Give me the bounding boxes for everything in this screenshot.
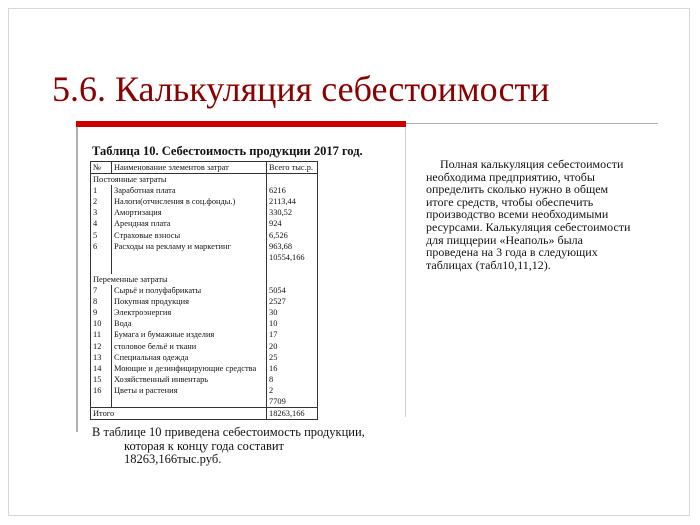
row-value: 5054	[267, 285, 318, 296]
empty-cell	[91, 396, 112, 408]
table-row	[91, 285, 318, 296]
total-label: Итого	[91, 408, 267, 420]
total-row	[91, 408, 318, 420]
table-row	[91, 185, 318, 196]
paragraph-line: ресурсами. Калькуляция себестоимости	[426, 219, 631, 234]
row-value: 8	[267, 374, 318, 385]
row-name: Электроэнергия	[112, 307, 267, 318]
row-num: 2	[93, 197, 98, 207]
row-num: 15	[93, 374, 102, 384]
row-name: Налоги(отчисления в соц.фонды.)	[112, 196, 267, 207]
cost-table-block	[90, 144, 390, 420]
row-num: 10	[93, 319, 102, 329]
paragraph-line: Полная калькуляция себестоимости	[440, 157, 624, 171]
row-num: 9	[93, 308, 98, 318]
paragraph-line: для пиццерии «Неаполь» была	[426, 232, 583, 247]
paragraph-line: итоге средств, чтобы обеспечить	[426, 194, 594, 209]
row-value: 924	[267, 218, 318, 229]
row-value: 2	[267, 385, 318, 396]
row-num: 16	[93, 385, 102, 395]
subtotal-value: 10554,166	[267, 252, 318, 263]
row-num: 7	[93, 286, 98, 296]
slide-title: 5.6. Калькуляция себестоимости	[52, 69, 550, 109]
row-num: 1	[93, 186, 98, 196]
header-value: Всего тыс.р.	[267, 162, 318, 174]
empty-cell	[267, 274, 318, 285]
row-value: 20	[267, 341, 318, 352]
subtotal-row-variable	[91, 396, 318, 408]
paragraph-line: таблицах (табл10,11,12).	[426, 257, 551, 272]
row-num: 12	[93, 341, 102, 351]
section-row-variable	[91, 274, 318, 285]
row-value: 2527	[267, 296, 318, 307]
left-vertical-rule	[76, 127, 78, 432]
row-value: 16	[267, 363, 318, 374]
row-num: 4	[93, 219, 98, 229]
table-row	[91, 218, 318, 229]
row-name: Расходы на рекламу и маркетинг	[112, 241, 267, 252]
row-name: Арендная плата	[112, 218, 267, 229]
table-row	[91, 318, 318, 329]
empty-cell	[267, 174, 318, 186]
row-num: 5	[93, 230, 98, 240]
table-row	[91, 196, 318, 207]
row-name: столовое бельё и ткани	[112, 341, 267, 352]
section-label: Постоянные затраты	[93, 175, 167, 185]
paragraph-line: определить сколько нужно в общем	[426, 182, 609, 197]
row-value: 6,526	[267, 230, 318, 241]
table-row	[91, 230, 318, 241]
table-right-rule	[405, 127, 406, 417]
table-row	[91, 207, 318, 218]
table-row	[91, 307, 318, 318]
row-name: Моющие и дезинфицирующие средства	[112, 363, 267, 374]
footnote-line: В таблице 10 приведена себестоимость продукции,	[92, 425, 365, 439]
table-row	[91, 363, 318, 374]
row-value: 17	[267, 329, 318, 340]
row-value: 30	[267, 307, 318, 318]
side-paragraph	[426, 158, 672, 271]
section-label: Переменные затраты	[93, 274, 168, 284]
title-underline-gray	[406, 123, 658, 124]
table-caption: Таблица 10. Себестоимость продукции 2017 год.	[92, 144, 363, 158]
table-row	[91, 329, 318, 340]
row-num: 14	[93, 363, 102, 373]
row-num: 11	[93, 330, 102, 340]
row-num: 8	[93, 297, 98, 307]
table-footnote	[92, 426, 412, 467]
table-row	[91, 352, 318, 363]
header-num: №	[91, 162, 112, 174]
empty-cell	[112, 396, 267, 408]
table-header-row	[91, 162, 318, 174]
subtotal-value: 7709	[267, 396, 318, 408]
row-name: Хозяйственный инвентарь	[112, 374, 267, 385]
row-num: 3	[93, 208, 98, 218]
row-value: 6216	[267, 185, 318, 196]
row-name: Заработная плата	[112, 185, 267, 196]
row-value: 25	[267, 352, 318, 363]
footnote-line: которая к концу года составит	[124, 438, 284, 453]
table-row	[91, 296, 318, 307]
total-value: 18263,166	[267, 408, 318, 420]
table-row	[91, 385, 318, 396]
row-value: 10	[267, 318, 318, 329]
row-name: Амортизация	[112, 207, 267, 218]
row-name: Специальная одежда	[112, 352, 267, 363]
row-name: Страховые взносы	[112, 230, 267, 241]
row-name: Бумага и бумажные изделия	[112, 329, 267, 340]
cost-table	[90, 161, 318, 420]
empty-cell	[91, 263, 112, 274]
empty-cell	[112, 252, 267, 263]
row-value: 2113,44	[267, 196, 318, 207]
title-underline-red	[76, 121, 406, 127]
table-row	[91, 374, 318, 385]
section-row-fixed	[91, 174, 318, 186]
table-row	[91, 341, 318, 352]
subtotal-row-fixed	[91, 252, 318, 263]
row-name: Сырьё и полуфабрикаты	[112, 285, 267, 296]
row-num: 13	[93, 352, 102, 362]
row-name: Цветы и растения	[112, 385, 267, 396]
spacer-row	[91, 263, 318, 274]
empty-cell	[267, 263, 318, 274]
row-value: 330,52	[267, 207, 318, 218]
paragraph-line: производство всеми необходимыми	[426, 207, 609, 222]
empty-cell	[91, 252, 112, 263]
paragraph-line: проведена на 3 года в следующих	[426, 245, 598, 260]
row-num: 6	[93, 241, 98, 251]
empty-cell	[112, 263, 267, 274]
row-value: 963,68	[267, 241, 318, 252]
footnote-line: 18263,166тыс.руб.	[124, 452, 222, 466]
header-name: Наименование элементов затрат	[112, 162, 267, 174]
row-name: Покупная продукция	[112, 296, 267, 307]
table-row	[91, 241, 318, 252]
paragraph-line: необходима предприятию, чтобы	[426, 169, 595, 184]
row-name: Вода	[112, 318, 267, 329]
